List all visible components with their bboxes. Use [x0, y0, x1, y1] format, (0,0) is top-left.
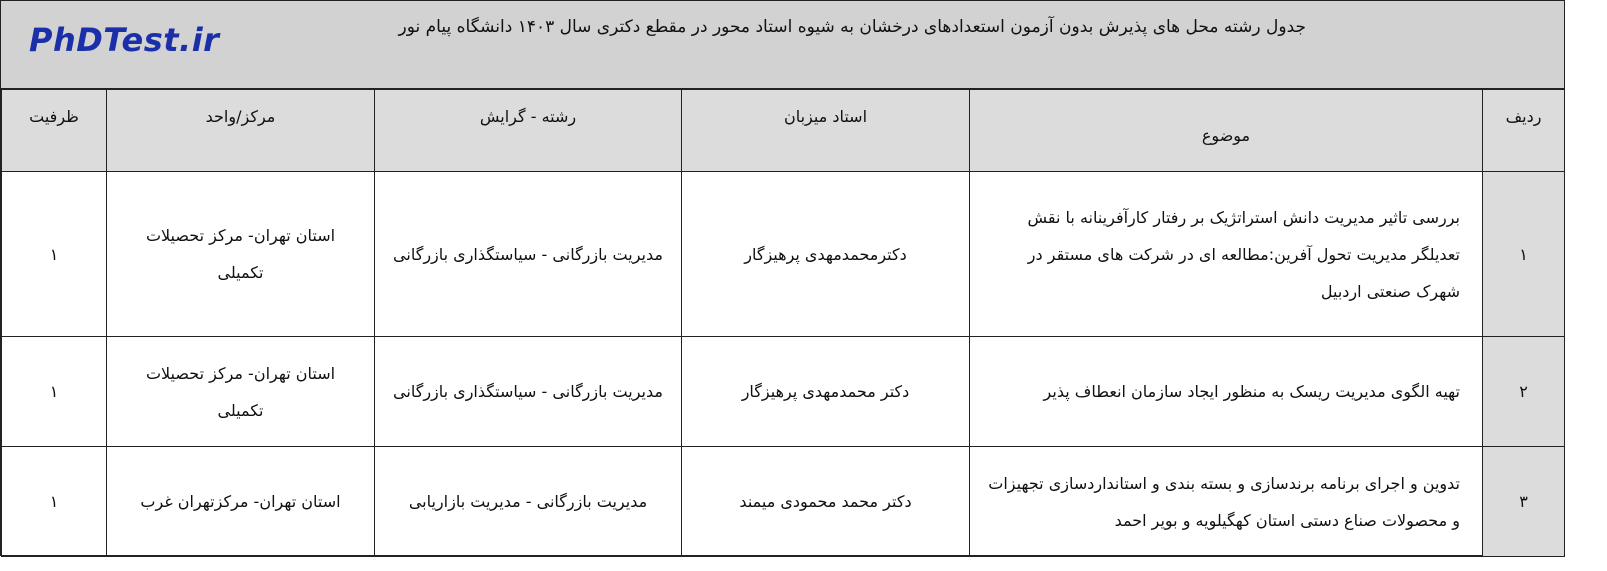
capacity-cell: ۱: [2, 337, 107, 447]
admission-table: [1, 89, 1565, 557]
site-logo: PhDTest.ir: [29, 21, 220, 59]
column-header-row: ردیف: [1483, 90, 1565, 172]
capacity-cell: ۱: [2, 172, 107, 337]
field-cell: مدیریت بازرگانی - سیاستگذاری بازرگانی: [375, 172, 682, 337]
center-cell: استان تهران- مرکز تحصیلات تکمیلی: [107, 337, 375, 447]
capacity-cell: ۱: [2, 447, 107, 557]
topic-cell: تهیه الگوی مدیریت ریسک به منظور ایجاد سازمان انعطاف پذیر: [970, 337, 1483, 447]
column-header-capacity: ظرفیت: [2, 90, 107, 172]
field-cell: مدیریت بازرگانی - سیاستگذاری بازرگانی: [375, 337, 682, 447]
column-header-topic: موضوع: [970, 90, 1483, 172]
row-number: ۳: [1483, 447, 1565, 557]
page-title: جدول رشته محل های پذیرش بدون آزمون استعدادهای درخشان به شیوه استاد محور در مقطع دکتری سال ۱۴۰۳ دانشگاه پیام نور: [398, 17, 1306, 37]
host-cell: دکتر محمدمهدی پرهیزگار: [682, 337, 970, 447]
table-header-row: [2, 90, 1565, 172]
table-row: [2, 447, 1565, 557]
host-cell: دکترمحمدمهدی پرهیزگار: [682, 172, 970, 337]
column-header-field: رشته - گرایش: [375, 90, 682, 172]
row-number: ۲: [1483, 337, 1565, 447]
center-cell: استان تهران- مرکزتهران غرب: [107, 447, 375, 557]
topic-cell: بررسی تاثیر مدیریت دانش استراتژیک بر رفتار کارآفرینانه با نقش تعدیلگر مدیریت تحول آفرین:مطالعه ای در شرکت های مستقر در شهرک صنعتی اردبیل: [970, 172, 1483, 337]
topic-cell: تدوین و اجرای برنامه برندسازی و بسته بندی و استانداردسازی تجهیزات و محصولات صناع دستی استان کهگیلویه و بویر احمد: [970, 447, 1483, 557]
table-row: [2, 172, 1565, 337]
column-header-host: استاد میزبان: [682, 90, 970, 172]
table-row: [2, 337, 1565, 447]
center-cell: استان تهران- مرکز تحصیلات تکمیلی: [107, 172, 375, 337]
column-header-center: مرکز/واحد: [107, 90, 375, 172]
host-cell: دکتر محمد محمودی میمند: [682, 447, 970, 557]
row-number: ۱: [1483, 172, 1565, 337]
field-cell: مدیریت بازرگانی - مدیریت بازاریابی: [375, 447, 682, 557]
title-bar: [1, 1, 1564, 89]
